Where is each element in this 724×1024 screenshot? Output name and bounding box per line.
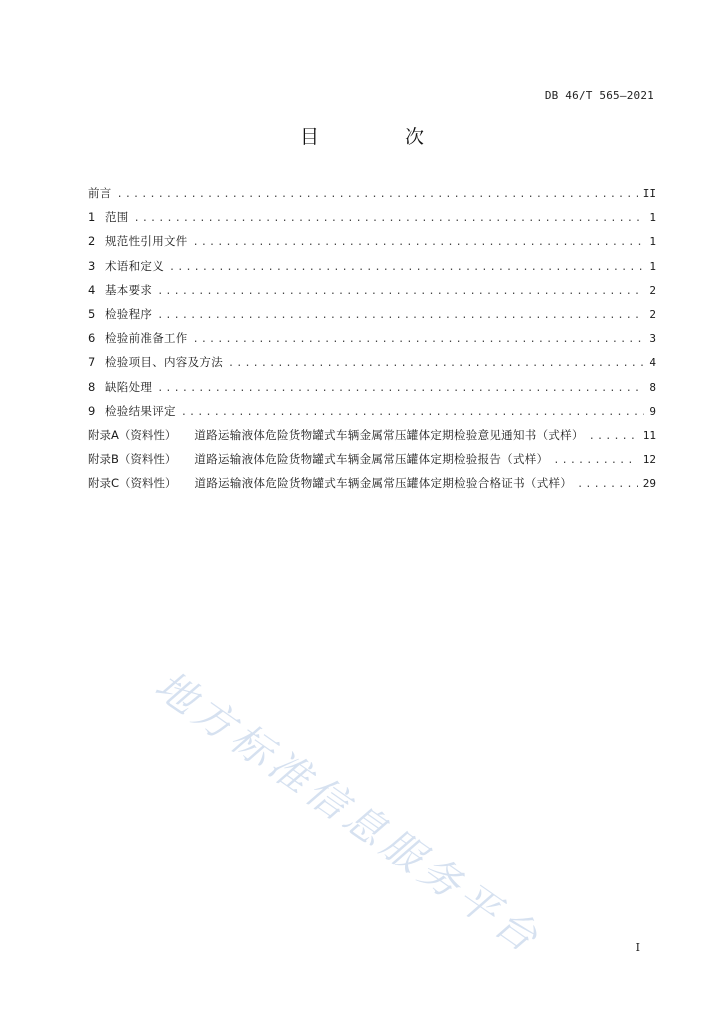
toc-entry-label: 道路运输液体危险货物罐式车辆金属常压罐体定期检验合格证书（式样） bbox=[194, 476, 573, 491]
toc-entry-page: 3 bbox=[649, 332, 656, 346]
toc-entry-page: 8 bbox=[649, 380, 656, 394]
page-number: I bbox=[635, 941, 640, 954]
toc-dot-leader bbox=[134, 213, 645, 224]
toc-entry-number: 8 bbox=[88, 379, 96, 394]
toc-dot-leader bbox=[181, 407, 645, 418]
toc-entry-label: 缺陷处理 bbox=[105, 379, 153, 394]
toc-entry[interactable] bbox=[88, 185, 656, 209]
toc-title: 目 次 bbox=[299, 126, 465, 148]
toc-entry-page: 29 bbox=[642, 477, 656, 491]
toc-entry[interactable] bbox=[88, 282, 656, 306]
toc-entry-label: 术语和定义 bbox=[105, 258, 164, 273]
toc-entry-label: 道路运输液体危险货物罐式车辆金属常压罐体定期检验报告（式样） bbox=[194, 452, 549, 467]
toc-entry-number: 7 bbox=[88, 355, 96, 370]
toc-entry[interactable] bbox=[88, 330, 656, 354]
toc-appendix-prefix: 附录B（资料性） bbox=[88, 452, 177, 467]
toc-entry-page: 9 bbox=[649, 404, 656, 418]
document-code: DB 46/T 565—2021 bbox=[544, 89, 654, 102]
toc-entry-label: 检验程序 bbox=[105, 306, 153, 321]
toc-entry-label: 检验前准备工作 bbox=[105, 331, 188, 346]
toc-entry-label: 检验结果评定 bbox=[105, 403, 176, 418]
toc-entry-page: 11 bbox=[642, 428, 656, 442]
toc-entry-label: 基本要求 bbox=[105, 282, 153, 297]
toc-dot-leader bbox=[157, 310, 644, 321]
toc-entry-number: 9 bbox=[88, 403, 96, 418]
toc-entry-page: 1 bbox=[649, 259, 656, 273]
toc-entry-number: 3 bbox=[88, 258, 96, 273]
toc-entry-appendix[interactable] bbox=[88, 427, 656, 451]
toc-entry-label: 道路运输液体危险货物罐式车辆金属常压罐体定期检验意见通知书（式样） bbox=[194, 427, 584, 442]
toc-entry[interactable] bbox=[88, 306, 656, 330]
toc-dot-leader bbox=[193, 334, 645, 345]
toc-entry-number: 6 bbox=[88, 331, 96, 346]
toc-entry-page: 1 bbox=[649, 211, 656, 225]
toc-dot-leader bbox=[577, 479, 638, 490]
toc-entry-page: 2 bbox=[649, 307, 656, 321]
toc-dot-leader bbox=[553, 455, 637, 466]
toc-entry-label: 前言 bbox=[88, 186, 112, 200]
toc-entry[interactable] bbox=[88, 209, 656, 233]
toc-entry-number: 4 bbox=[88, 282, 96, 297]
toc-dot-leader bbox=[228, 358, 644, 369]
toc-entry-page: 2 bbox=[649, 283, 656, 297]
toc-entry-page: 1 bbox=[649, 235, 656, 249]
toc-dot-leader bbox=[193, 237, 645, 248]
toc-entry-number: 1 bbox=[88, 210, 96, 225]
watermark: 地方标准信息服务平台 bbox=[146, 662, 550, 964]
toc-entry[interactable] bbox=[88, 379, 656, 403]
toc-entry-appendix[interactable] bbox=[88, 451, 656, 475]
toc-entry-label: 检验项目、内容及方法 bbox=[105, 355, 223, 370]
toc-entry[interactable] bbox=[88, 258, 656, 282]
toc-dot-leader bbox=[117, 189, 638, 200]
toc-entry-number: 2 bbox=[88, 234, 96, 249]
toc-entry[interactable] bbox=[88, 233, 656, 257]
toc-entry[interactable] bbox=[88, 354, 656, 378]
toc-entry-page: 12 bbox=[642, 453, 656, 467]
toc-entry-label: 范围 bbox=[105, 210, 129, 225]
toc-dot-leader bbox=[169, 262, 644, 273]
toc-entry-page: 4 bbox=[649, 356, 656, 370]
toc-entry-appendix[interactable] bbox=[88, 475, 656, 499]
toc-entry-page: II bbox=[642, 187, 656, 200]
toc-entry[interactable] bbox=[88, 403, 656, 427]
toc-dot-leader bbox=[589, 431, 638, 442]
toc-dot-leader bbox=[157, 286, 644, 297]
toc-entry-label: 规范性引用文件 bbox=[105, 234, 188, 249]
toc-dot-leader bbox=[157, 383, 644, 394]
toc-entry-number: 5 bbox=[88, 306, 96, 321]
toc-appendix-prefix: 附录A（资料性） bbox=[88, 427, 177, 442]
toc-list bbox=[88, 185, 656, 499]
toc-appendix-prefix: 附录C（资料性） bbox=[88, 476, 177, 491]
